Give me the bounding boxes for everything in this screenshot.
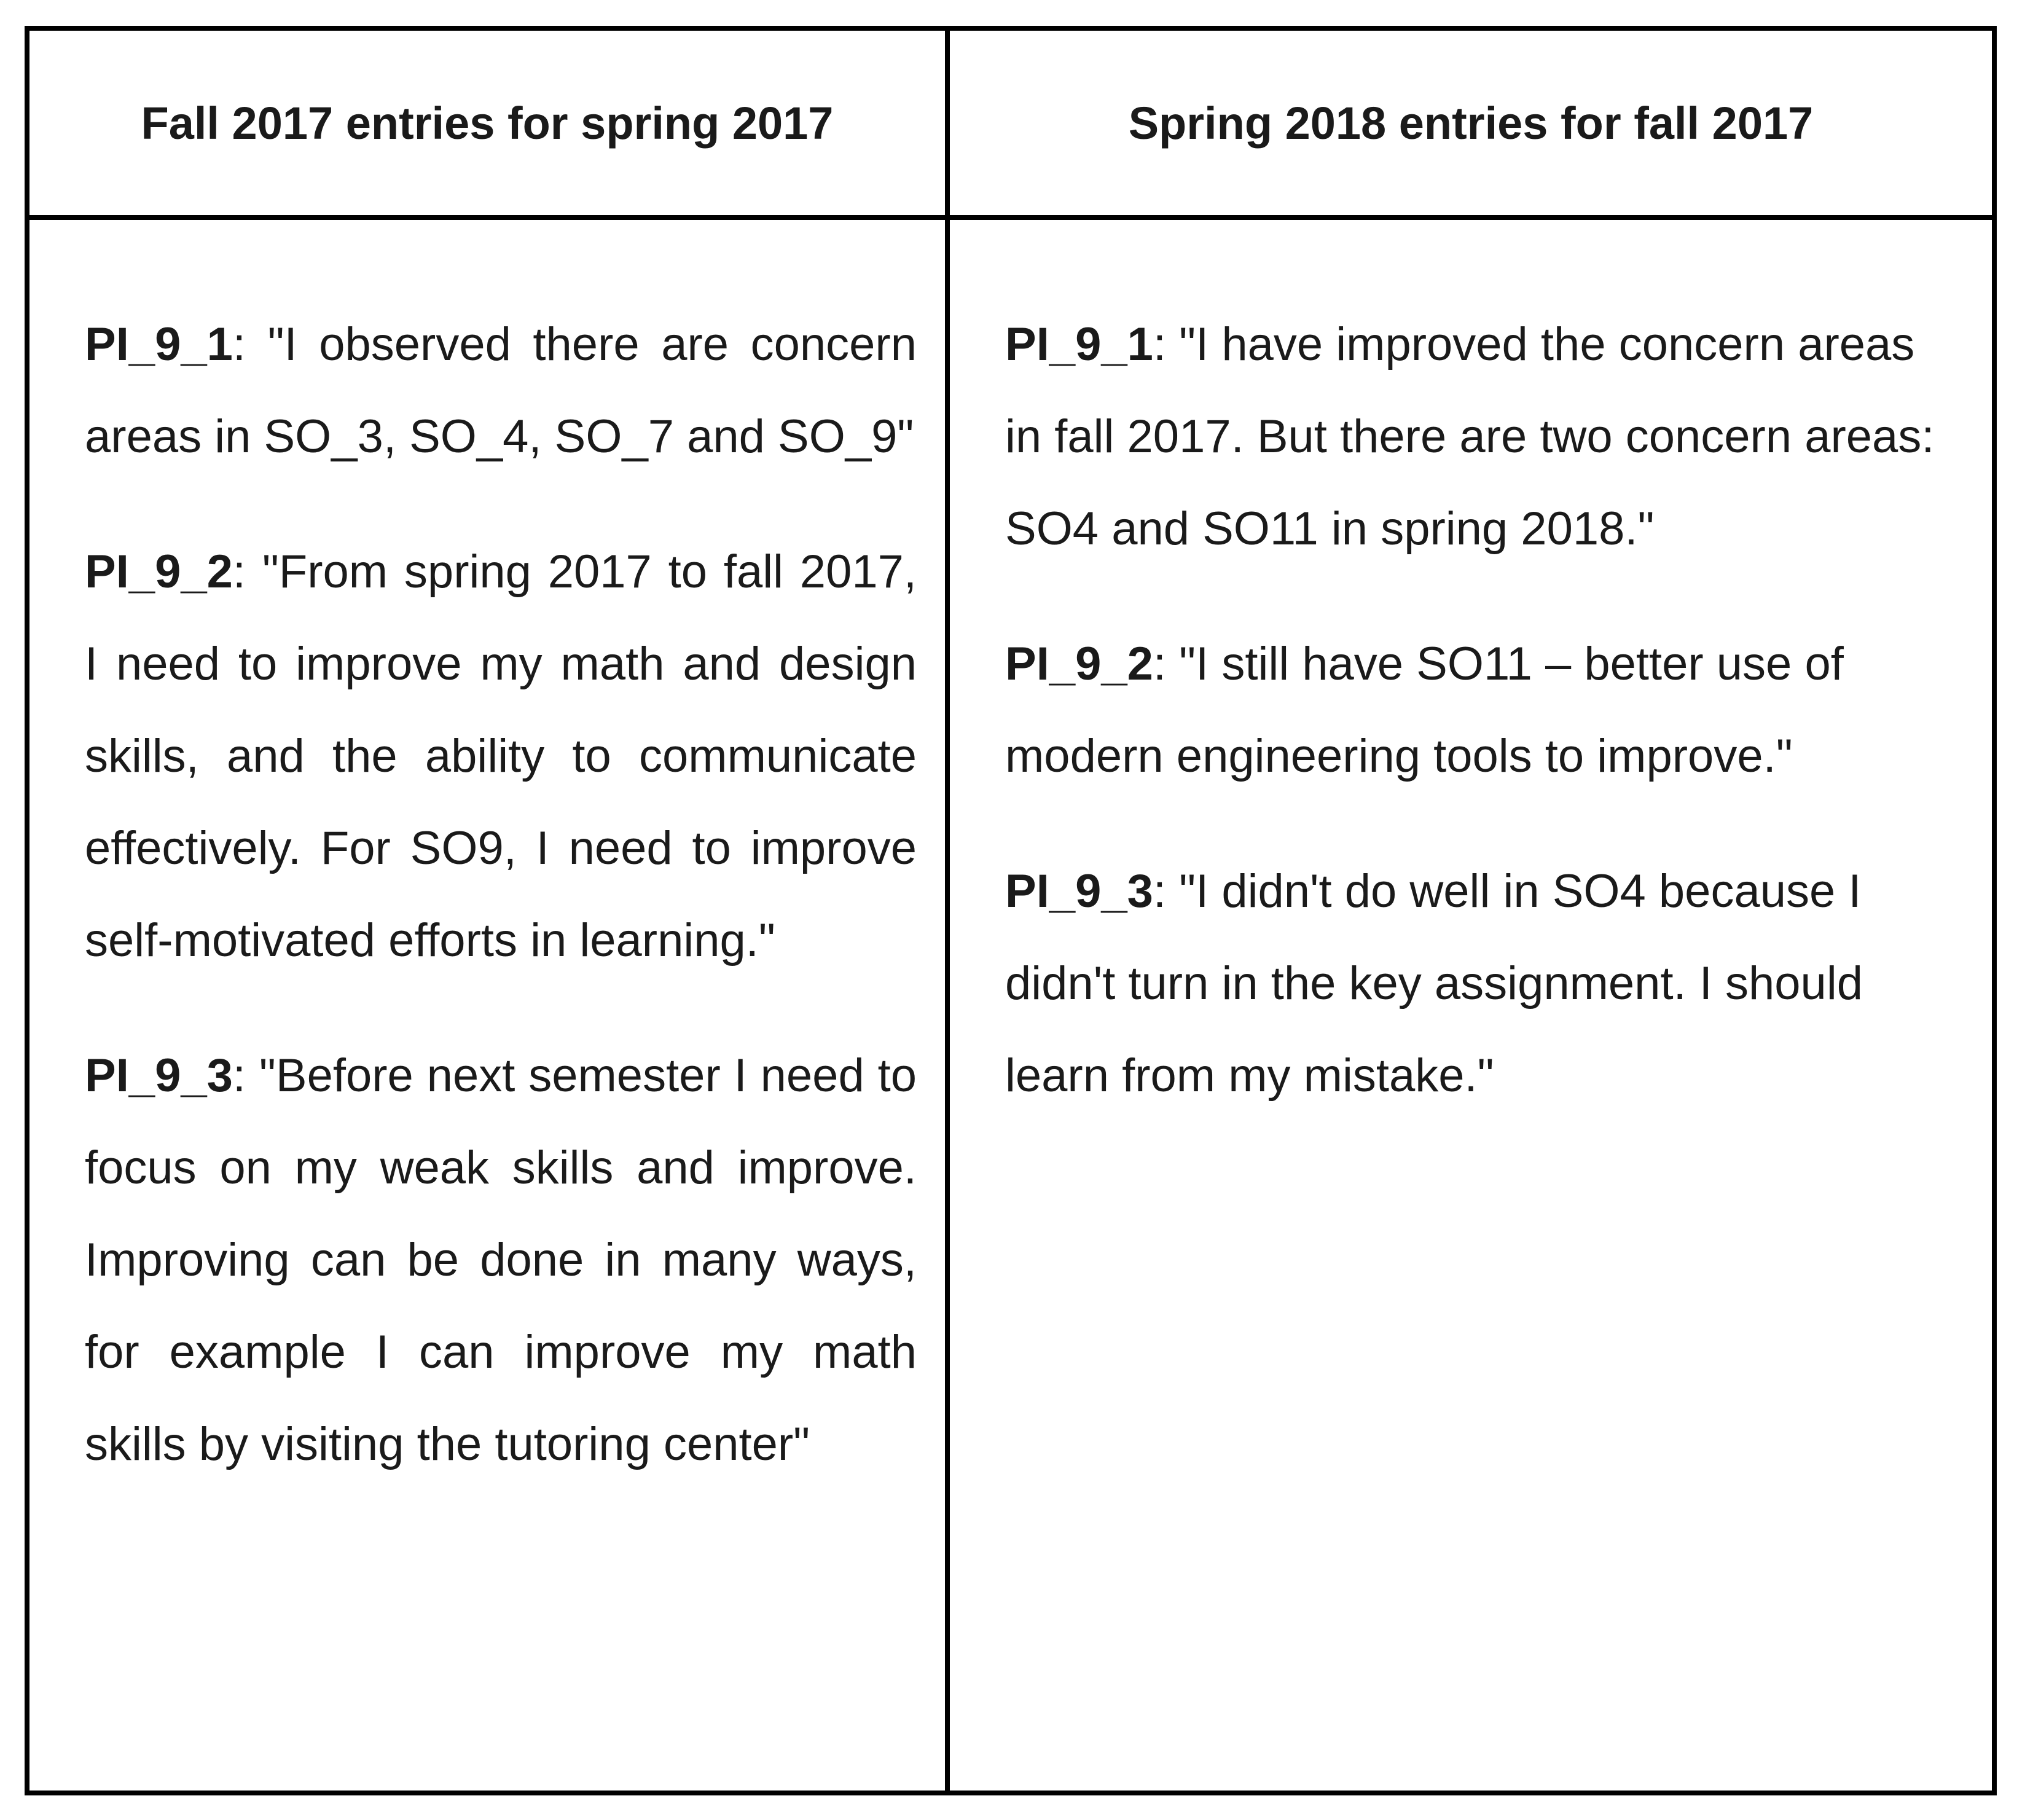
- entry-id: PI_9_3: [85, 1049, 233, 1102]
- entry-text: : "I didn't do well in SO4 because I didn't turn in the key assignment. I should learn from my mistake.": [1005, 865, 1863, 1102]
- column-divider: [945, 26, 950, 1795]
- entry: [1005, 618, 1937, 802]
- entry-text: : "I observed there are concern areas in SO_3, SO_4, SO_7 and SO_9": [85, 318, 917, 463]
- entry: [1005, 845, 1937, 1122]
- entries-table: [25, 26, 1997, 1795]
- entry-text: : "Before next semester I need to focus on my weak skills and improve. Improving can be done in many ways, for example I can improve my math skills by visiting the tutoring center": [85, 1049, 917, 1470]
- header-divider: [25, 215, 1997, 220]
- entry-text: : "From spring 2017 to fall 2017, I need to improve my math and design skills, and the ability to communicate effectively. For SO9, I need to improve self-motivated efforts in learning.": [85, 546, 917, 967]
- entry: [85, 526, 917, 987]
- entry-id: PI_9_2: [1005, 638, 1153, 690]
- table-border-right: [1992, 26, 1997, 1795]
- entry-id: PI_9_2: [85, 546, 233, 598]
- entry: [85, 299, 917, 483]
- entry-text: : "I have improved the concern areas in fall 2017. But there are two concern areas: SO4 and SO11 in spring 2018.": [1005, 318, 1935, 555]
- entry-id: PI_9_3: [1005, 865, 1153, 917]
- entry-text: : "I still have SO11 – better use of modern engineering tools to improve.": [1005, 638, 1844, 782]
- column-header-fall-2017: Fall 2017 entries for spring 2017: [141, 97, 834, 149]
- entry: [1005, 299, 1937, 575]
- column-spring-2018-entries: [950, 220, 1992, 1791]
- entry-id: PI_9_1: [85, 318, 233, 371]
- entry-id: PI_9_1: [1005, 318, 1153, 371]
- entry: [85, 1030, 917, 1491]
- column-header-spring-2018: Spring 2018 entries for fall 2017: [1128, 97, 1814, 149]
- column-fall-2017-entries: [29, 220, 945, 1791]
- table-border-bottom: [25, 1791, 1997, 1795]
- table-border-top: [25, 26, 1997, 31]
- table-border-left: [25, 26, 29, 1795]
